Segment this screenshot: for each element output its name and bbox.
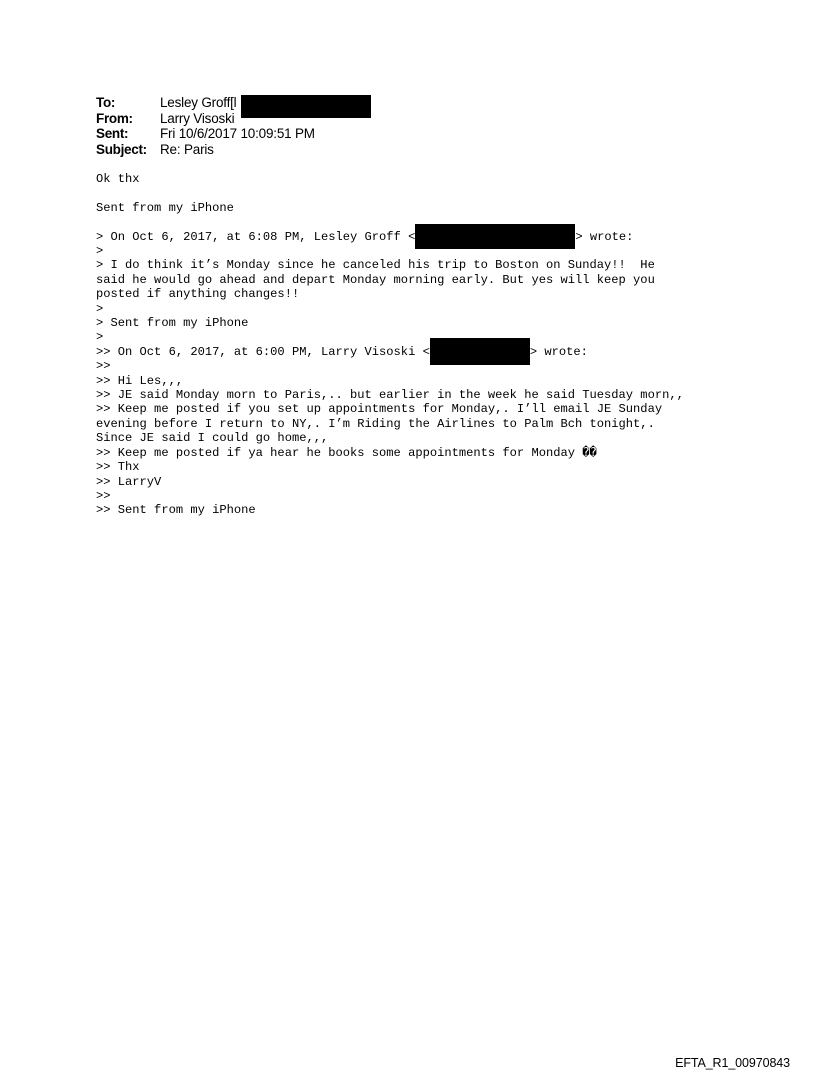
quote2-intro-post: > wrote: — [529, 344, 588, 359]
sent-value: Fri 10/6/2017 10:09:51 PM — [160, 126, 315, 141]
redaction-box — [241, 95, 371, 118]
email-header — [96, 95, 315, 157]
from-value: Larry Visoski — [160, 110, 235, 126]
quote1-blank: > — [96, 301, 104, 316]
to-recipient: Lesley Groff[l — [160, 95, 237, 110]
quote2-text: >> JE said Monday morn to Paris,.. but earlier in the week he said Tuesday morn,, — [96, 388, 684, 403]
quote1-blank: > — [96, 244, 104, 258]
quote2-signature: >> Sent from my iPhone — [96, 503, 256, 518]
reply-text: Ok thx — [96, 172, 140, 186]
subject-label: Subject: — [96, 141, 147, 157]
sent-label: Sent: — [96, 126, 129, 141]
to-label: To: — [96, 95, 116, 110]
quote2-intro-pre: >> On Oct 6, 2017, at 6:00 PM, Larry Visoski < — [96, 344, 430, 359]
quote2-text: Since JE said I could go home,,, — [96, 431, 329, 446]
quote2-text: >> LarryV — [96, 474, 162, 489]
quote1-text: said he would go ahead and depart Monday morning early. But yes will keep you — [96, 272, 655, 287]
quote1-signature: > Sent from my iPhone — [96, 316, 249, 331]
quote1-text: > I do think it’s Monday since he canceled his trip to Boston on Sunday!! He — [96, 258, 655, 273]
to-row — [96, 95, 315, 111]
quote2-text: >> Keep me posted if ya hear he books some appointments for Monday �� — [96, 445, 597, 460]
quote1-intro-pre: > On Oct 6, 2017, at 6:08 PM, Lesley Groff < — [96, 229, 416, 244]
sent-row — [96, 126, 315, 142]
quote2-text: >> Thx — [96, 460, 140, 475]
subject-value: Re: Paris — [160, 141, 214, 157]
quote1-text: posted if anything changes!! — [96, 287, 300, 302]
to-value — [160, 95, 237, 111]
blank-line — [96, 186, 736, 200]
quote1-intro — [96, 230, 736, 244]
subject-row — [96, 142, 315, 158]
document-id: EFTA_R1_00970843 — [675, 1056, 790, 1070]
quote2-blank: >> — [96, 359, 111, 374]
email-body — [96, 172, 736, 518]
reply-signature: Sent from my iPhone — [96, 200, 234, 215]
quote2-text: >> Hi Les,,, — [96, 373, 184, 388]
quote2-blank: >> — [96, 488, 111, 503]
quote2-text: evening before I return to NY,. I’m Riding the Airlines to Palm Bch tonight,. — [96, 416, 655, 431]
quote1-blank: > — [96, 330, 104, 345]
from-label: From: — [96, 110, 133, 126]
quote2-text: >> Keep me posted if you set up appointments for Monday,. I’ll email JE Sunday — [96, 402, 663, 417]
quote2-intro — [96, 345, 736, 359]
quote1-intro-post: > wrote: — [575, 229, 634, 244]
